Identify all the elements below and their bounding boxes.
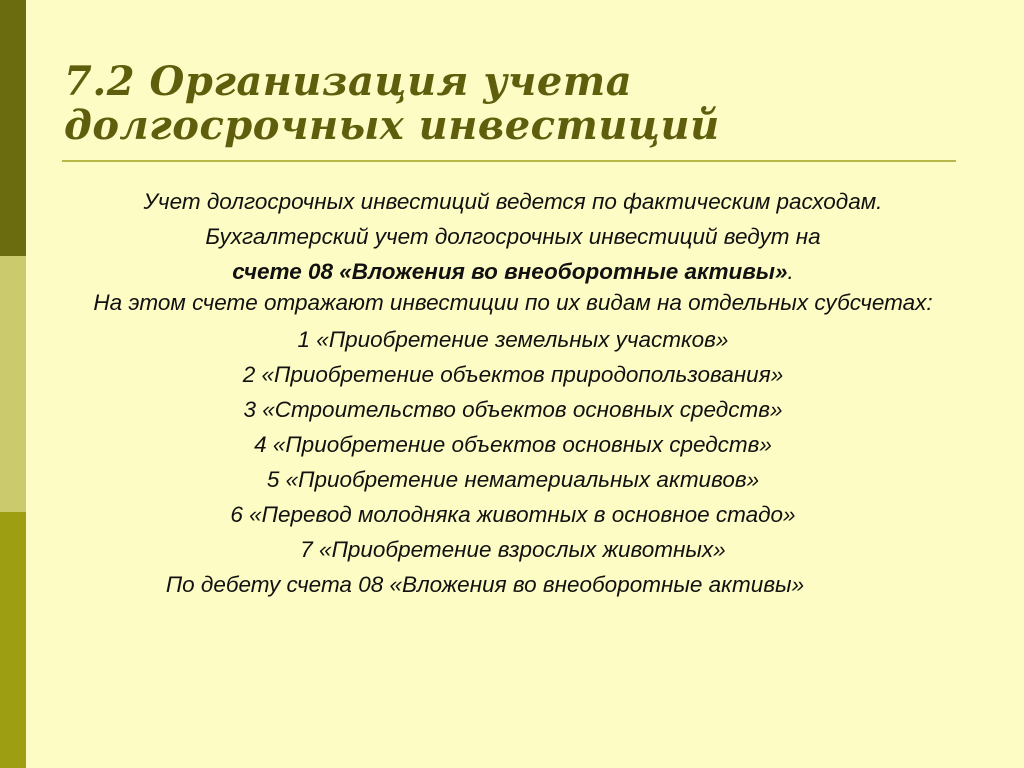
title-divider <box>62 160 956 162</box>
side-band-bottom <box>0 512 26 768</box>
subaccount-item-7: 7 «Приобретение взрослых животных» <box>300 537 726 562</box>
subaccount-item-4: 4 «Приобретение объектов основных средств» <box>254 432 772 457</box>
body-line-accounting: Бухгалтерский учет долгосрочных инвестиций ведут на <box>205 224 821 249</box>
slide-title: 7.2 Организация учета долгосрочных инвестиций <box>64 58 720 149</box>
account-08-emphasis: счете 08 «Вложения во внеоборотные активы» <box>232 259 788 284</box>
body-line-debit: По дебету счета 08 «Вложения во внеоборотные активы» <box>165 572 805 597</box>
side-band-middle <box>0 256 26 512</box>
slide-body <box>30 184 996 602</box>
body-line-actual-costs: Учет долгосрочных инвестиций ведется по фактическим расходам. <box>143 189 883 214</box>
side-band-top <box>0 0 26 256</box>
subaccount-item-1: 1 «Приобретение земельных участков» <box>297 327 729 352</box>
body-line-subaccounts: На этом счете отражают инвестиции по их видам на отдельных субсчетах: <box>93 290 933 315</box>
subaccount-item-5: 5 «Приобретение нематериальных активов» <box>266 467 760 492</box>
subaccount-item-6: 6 «Перевод молодняка животных в основное стадо» <box>230 502 796 527</box>
body-line-account-08 <box>30 254 996 289</box>
account-08-period: . <box>787 259 794 284</box>
subaccount-item-2: 2 «Приобретение объектов природопользования» <box>242 362 784 387</box>
subaccount-item-3: 3 «Строительство объектов основных средств» <box>243 397 783 422</box>
